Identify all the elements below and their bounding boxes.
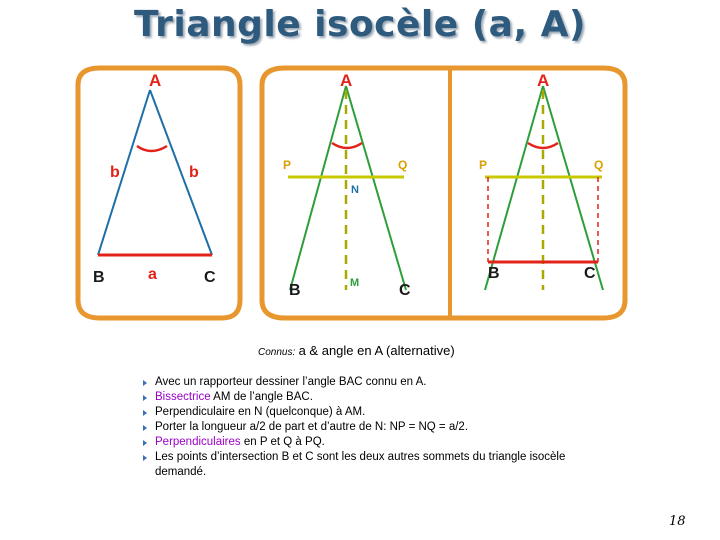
label-q-3: Q xyxy=(594,158,604,172)
known-text: a & angle en A (alternative) xyxy=(298,343,455,358)
label-p-2: P xyxy=(283,158,292,172)
construction-steps xyxy=(140,375,610,480)
label-p-3: P xyxy=(479,158,488,172)
page-number: 18 xyxy=(669,514,686,529)
side-ac-3 xyxy=(543,86,603,290)
label-n: N xyxy=(351,184,359,196)
label-b-3: B xyxy=(488,265,500,282)
label-c-2: C xyxy=(399,282,411,299)
step-item: Les points d’intersection B et C sont les deux autres sommets du triangle isocèle demandé. xyxy=(140,450,610,480)
label-b-2: B xyxy=(289,282,301,299)
label-c-3: C xyxy=(584,265,596,282)
side-ab-2 xyxy=(290,86,346,290)
page-title: Triangle isocèle (a, A) xyxy=(134,4,586,45)
label-a: A xyxy=(149,71,162,90)
label-m: M xyxy=(350,277,360,289)
label-b: B xyxy=(93,269,105,286)
known-values xyxy=(258,343,455,358)
label-c: C xyxy=(204,269,216,286)
label-b-left: b xyxy=(110,164,120,181)
step-item: Porter la longueur a/2 de part et d’autre de N: NP = NQ = a/2. xyxy=(140,420,610,435)
label-side-a: a xyxy=(148,266,157,283)
step-item: Perpendiculaires en P et Q à PQ. xyxy=(140,435,610,450)
label-q-2: Q xyxy=(398,158,408,172)
step-item: Avec un rapporteur dessiner l’angle BAC connu en A. xyxy=(140,375,610,390)
known-prefix: Connus: xyxy=(258,347,296,358)
step-item: Perpendiculaire en N (quelconque) à AM. xyxy=(140,405,610,420)
side-ab-3 xyxy=(485,86,543,290)
step-item: Bissectrice AM de l’angle BAC. xyxy=(140,390,610,405)
label-b-right: b xyxy=(189,164,199,181)
label-a-2: A xyxy=(340,71,353,90)
label-a-3: A xyxy=(537,71,550,90)
side-ab xyxy=(98,90,150,255)
side-ac xyxy=(150,90,212,255)
angle-arc-a xyxy=(137,146,167,151)
